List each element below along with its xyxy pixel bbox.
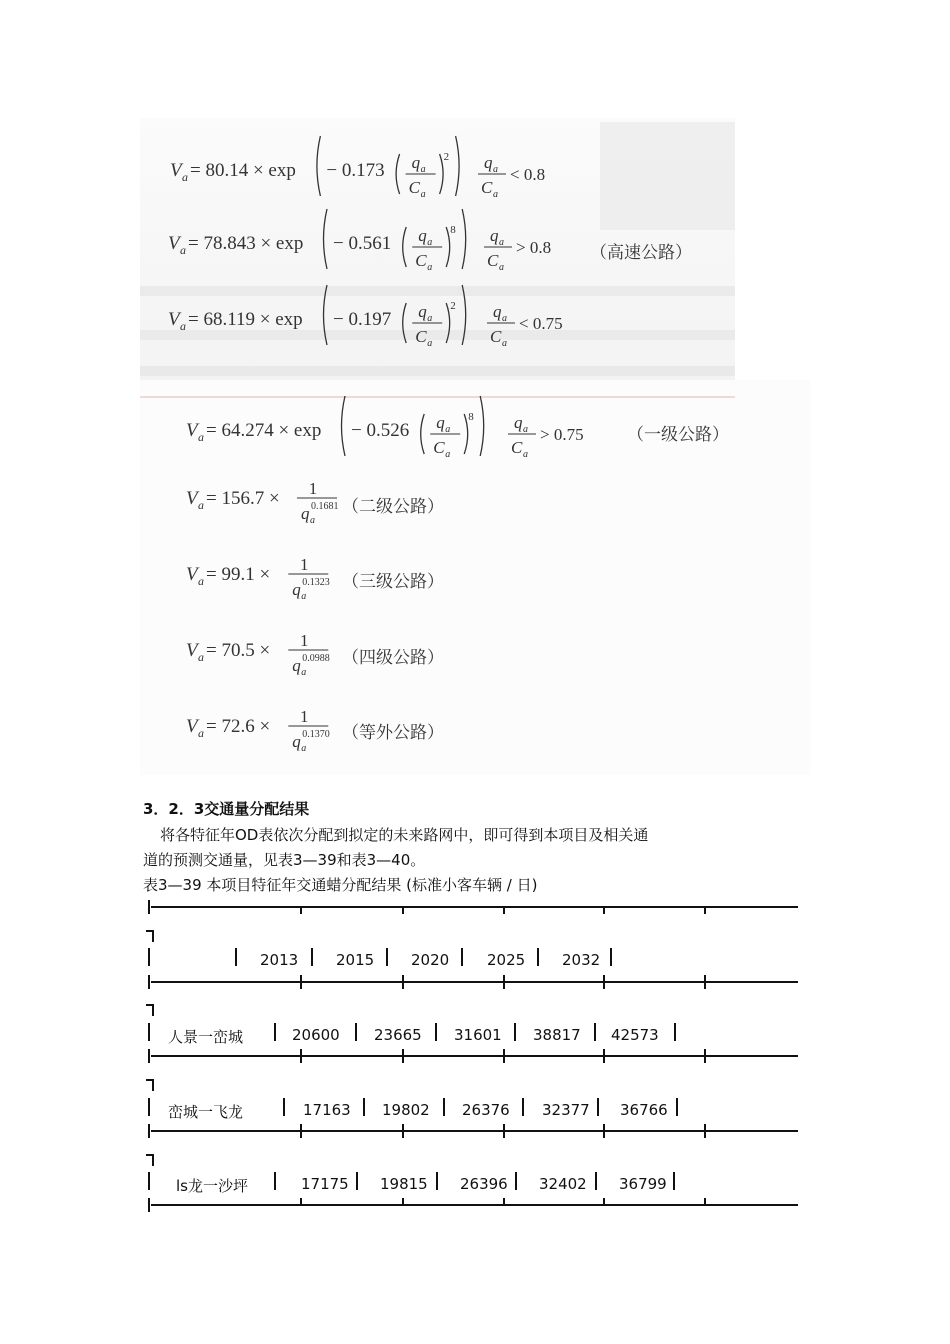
- road-label-class1: （一级公路）: [627, 425, 729, 445]
- table-tick: [402, 975, 404, 989]
- table-tick: [300, 1198, 302, 1206]
- traffic-value: 36799: [619, 1175, 667, 1193]
- traffic-value: 36766: [620, 1101, 668, 1119]
- table-cell-divider: [610, 948, 612, 966]
- condition-threshold: < 0.75: [519, 314, 563, 333]
- formula-lhs: V: [168, 233, 180, 254]
- power-denominator: q: [292, 656, 301, 675]
- table-cell-divider: [594, 1023, 596, 1041]
- table-corner: [146, 1079, 154, 1091]
- table-cell-divider: [436, 1172, 438, 1190]
- condition-denominator: C: [487, 251, 499, 270]
- table-cell-divider: [676, 1098, 678, 1116]
- power-formula-lhs: V: [186, 716, 198, 737]
- table-rule: [151, 1204, 798, 1206]
- formula-subscript: a: [180, 319, 186, 333]
- small-paren-left: [421, 414, 425, 454]
- power-numerator: 1: [300, 707, 309, 726]
- table-tick: [603, 1198, 605, 1206]
- condition-threshold: > 0.8: [516, 238, 552, 257]
- table-cell-divider: [311, 948, 313, 966]
- power-numerator: 1: [300, 555, 309, 574]
- big-paren-right: [462, 209, 466, 269]
- traffic-value: 17175: [301, 1175, 349, 1193]
- fraction-denominator-sub: a: [427, 338, 433, 349]
- formula-subscript: a: [182, 170, 188, 184]
- power-denominator-sub: a: [301, 591, 307, 602]
- small-paren-left: [403, 227, 407, 267]
- table-cell-divider: [148, 1098, 150, 1116]
- fraction-numerator-sub: a: [445, 424, 451, 435]
- table-cell-divider: [274, 1023, 276, 1041]
- table-rule: [151, 1130, 798, 1132]
- year-header: 2020: [411, 951, 450, 969]
- formula-constant: − 0.197: [333, 309, 392, 330]
- road-label-class4: （四级公路）: [342, 648, 444, 668]
- condition-threshold: > 0.75: [540, 425, 584, 444]
- big-paren-left: [317, 136, 321, 196]
- table-rule: [151, 1055, 798, 1057]
- traffic-value: 20600: [292, 1026, 340, 1044]
- condition-numerator-sub: a: [502, 313, 507, 324]
- table-cell-divider: [514, 1023, 516, 1041]
- power-formula-lhs: V: [186, 564, 198, 585]
- power-denominator: q: [301, 504, 310, 523]
- fraction-denominator: C: [408, 178, 420, 197]
- power-formula-coefficient: = 72.6 ×: [206, 716, 271, 737]
- traffic-value: 32402: [539, 1175, 587, 1193]
- table-cell-divider: [283, 1098, 285, 1116]
- table-corner: [146, 1154, 154, 1166]
- big-paren-right: [456, 136, 460, 196]
- table-cell-divider: [148, 1023, 150, 1041]
- table-cell-divider: [235, 948, 237, 966]
- formula-lhs: V: [170, 160, 182, 181]
- table-caption: 表3—39 本项目特征年交通蜡分配结果 (标准小客车辆 / 日): [143, 876, 538, 894]
- table-cell-divider: [461, 948, 463, 966]
- table-border: [148, 1049, 798, 1063]
- table-tick: [402, 906, 404, 914]
- table-tick: [704, 1124, 706, 1138]
- table-row: [148, 1172, 798, 1196]
- table-tick: [402, 1049, 404, 1063]
- power-exponent: 0.1323: [302, 577, 330, 588]
- table-tick: [704, 906, 706, 914]
- power-formula-coefficient: = 156.7 ×: [206, 488, 280, 509]
- table-corner: [146, 930, 154, 942]
- table-border: [148, 975, 798, 989]
- table-tick: [300, 1049, 302, 1063]
- small-paren-right: [440, 154, 444, 194]
- traffic-value: 26396: [460, 1175, 508, 1193]
- fraction-denominator-sub: a: [445, 449, 451, 460]
- power-formula-subscript: a: [198, 574, 204, 588]
- table-tick: [503, 1049, 505, 1063]
- table-tick: [603, 1049, 605, 1063]
- section-name: 人景一峦城: [168, 1028, 244, 1046]
- table-corner: [146, 1004, 154, 1016]
- power-formula-coefficient: = 70.5 ×: [206, 640, 271, 661]
- power-denominator-sub: a: [301, 743, 307, 754]
- big-paren-right: [462, 285, 466, 345]
- traffic-value: 19802: [382, 1101, 430, 1119]
- power-exponent: 0.0988: [302, 653, 330, 664]
- table-cell-divider: [363, 1098, 365, 1116]
- formula-exponent: 2: [450, 300, 456, 312]
- condition-numerator: q: [493, 302, 502, 321]
- formula-coefficient: = 64.274 × exp: [206, 420, 322, 441]
- year-header: 2015: [336, 951, 375, 969]
- road-label-substandard: （等外公路）: [342, 723, 444, 743]
- small-paren-right: [446, 227, 450, 267]
- formula-coefficient: = 68.119 × exp: [188, 309, 303, 330]
- table-tick: [300, 1124, 302, 1138]
- road-label-class2: （二级公路）: [342, 497, 444, 517]
- condition-denominator-sub: a: [523, 449, 528, 460]
- condition-denominator-sub: a: [502, 338, 507, 349]
- table-tick: [704, 1049, 706, 1063]
- big-paren-left: [324, 209, 328, 269]
- small-paren-left: [403, 303, 407, 343]
- table-rule: [151, 906, 798, 908]
- power-numerator: 1: [300, 631, 309, 650]
- table-cell-divider: [673, 1172, 675, 1190]
- condition-numerator: q: [490, 226, 499, 245]
- year-header: 2025: [487, 951, 526, 969]
- table-tick: [503, 906, 505, 914]
- traffic-value: 17163: [303, 1101, 351, 1119]
- fraction-numerator-sub: a: [427, 237, 433, 248]
- formula-lhs: V: [168, 309, 180, 330]
- table-tick: [148, 975, 150, 989]
- table-tick: [402, 1124, 404, 1138]
- condition-denominator: C: [490, 327, 502, 346]
- formula-constant: − 0.526: [351, 420, 410, 441]
- table-cell-divider: [537, 948, 539, 966]
- fraction-numerator: q: [436, 413, 445, 432]
- road-label-expressway: （高速公路）: [590, 243, 692, 263]
- table-cell-divider: [597, 1098, 599, 1116]
- table-cell-divider: [274, 1172, 276, 1190]
- power-denominator-sub: a: [310, 515, 315, 526]
- table-tick: [148, 1124, 150, 1138]
- big-paren-left: [342, 396, 346, 456]
- table-tick: [148, 900, 150, 914]
- formula-subscript: a: [198, 430, 204, 444]
- power-denominator: q: [292, 732, 301, 751]
- power-denominator-sub: a: [301, 667, 307, 678]
- formula-coefficient: = 80.14 × exp: [190, 160, 296, 181]
- table-tick: [148, 1049, 150, 1063]
- table-tick: [503, 1124, 505, 1138]
- power-exponent: 0.1681: [311, 501, 339, 512]
- condition-numerator-sub: a: [493, 164, 498, 175]
- table-cell-divider: [148, 1172, 150, 1190]
- table-tick: [603, 975, 605, 989]
- condition-denominator: C: [481, 178, 493, 197]
- fraction-numerator-sub: a: [420, 164, 426, 175]
- table-tick: [300, 975, 302, 989]
- power-formula-lhs: V: [186, 488, 198, 509]
- power-formula-lhs: V: [186, 640, 198, 661]
- fraction-denominator-sub: a: [420, 189, 426, 200]
- fraction-numerator-sub: a: [427, 313, 433, 324]
- table-rule: [151, 981, 798, 983]
- small-paren-right: [464, 414, 468, 454]
- road-label-class3: （三级公路）: [342, 572, 444, 592]
- formula-exponent: 8: [468, 411, 474, 423]
- paragraph-line-1: 将各特征年OD表依次分配到拟定的未来路网中，即可得到本项目及相关通: [160, 826, 649, 844]
- formula-coefficient: = 78.843 × exp: [188, 233, 304, 254]
- big-paren-left: [324, 285, 328, 345]
- table-row: [148, 948, 798, 972]
- table-tick: [402, 1198, 404, 1206]
- year-header: 2032: [562, 951, 601, 969]
- power-numerator: 1: [308, 479, 318, 498]
- table-cell-divider: [386, 948, 388, 966]
- condition-denominator-sub: a: [499, 262, 504, 273]
- fraction-denominator: C: [415, 251, 427, 270]
- table-border: [148, 900, 798, 914]
- fraction-numerator: q: [418, 226, 427, 245]
- fraction-denominator: C: [433, 438, 445, 457]
- fraction-numerator: q: [418, 302, 427, 321]
- table-tick: [300, 906, 302, 914]
- condition-numerator-sub: a: [523, 424, 528, 435]
- power-exponent: 0.1370: [302, 729, 330, 740]
- fraction-numerator: q: [411, 153, 421, 172]
- power-formula-subscript: a: [198, 726, 204, 740]
- power-formula-coefficient: = 99.1 ×: [206, 564, 271, 585]
- fraction-denominator: C: [415, 327, 427, 346]
- table-tick: [503, 975, 505, 989]
- traffic-value: 31601: [454, 1026, 502, 1044]
- table-row: [148, 1023, 798, 1047]
- table-tick: [603, 1124, 605, 1138]
- small-paren-right: [446, 303, 450, 343]
- power-formula-subscript: a: [198, 650, 204, 664]
- paragraph-line-2: 道的预测交通量，见表3—39和表3—40。: [143, 851, 426, 869]
- table-cell-divider: [148, 948, 150, 966]
- traffic-value: 42573: [611, 1026, 659, 1044]
- table-tick: [704, 975, 706, 989]
- condition-numerator: q: [514, 413, 523, 432]
- table-cell-divider: [435, 1023, 437, 1041]
- table-cell-divider: [595, 1172, 597, 1190]
- formula-lhs: V: [186, 420, 198, 441]
- fraction-denominator-sub: a: [427, 262, 433, 273]
- traffic-value: 32377: [542, 1101, 590, 1119]
- formula-constant: − 0.561: [333, 233, 392, 254]
- table-cell-divider: [515, 1172, 517, 1190]
- table-border: [148, 1198, 798, 1212]
- traffic-value: 23665: [374, 1026, 422, 1044]
- formula-constant: − 0.173: [326, 160, 385, 181]
- section-name: 峦城一飞龙: [168, 1103, 244, 1121]
- condition-numerator: q: [484, 153, 493, 172]
- table-cell-divider: [522, 1098, 524, 1116]
- section-heading: 3．2．3交通量分配结果: [143, 800, 310, 818]
- small-paren-left: [396, 154, 400, 194]
- table-tick: [503, 1198, 505, 1206]
- condition-numerator-sub: a: [499, 237, 504, 248]
- traffic-value: 26376: [462, 1101, 510, 1119]
- table-cell-divider: [443, 1098, 445, 1116]
- table-tick: [603, 906, 605, 914]
- table-tick: [148, 1198, 150, 1212]
- table-cell-divider: [356, 1172, 358, 1190]
- condition-denominator: C: [511, 438, 523, 457]
- condition-threshold: < 0.8: [510, 165, 546, 184]
- power-formula-subscript: a: [198, 498, 204, 512]
- table-row: [148, 1098, 798, 1122]
- year-header: 2013: [260, 951, 299, 969]
- section-name: ls龙一沙坪: [176, 1177, 248, 1195]
- formula-subscript: a: [180, 243, 186, 257]
- formula-exponent: 8: [450, 224, 456, 236]
- formula-exponent: 2: [443, 151, 450, 163]
- table-border: [148, 1124, 798, 1138]
- table-tick: [704, 1198, 706, 1206]
- traffic-value: 19815: [380, 1175, 428, 1193]
- power-denominator: q: [292, 580, 301, 599]
- table-cell-divider: [674, 1023, 676, 1041]
- condition-denominator-sub: a: [493, 189, 498, 200]
- traffic-value: 38817: [533, 1026, 581, 1044]
- table-cell-divider: [355, 1023, 357, 1041]
- big-paren-right: [480, 396, 484, 456]
